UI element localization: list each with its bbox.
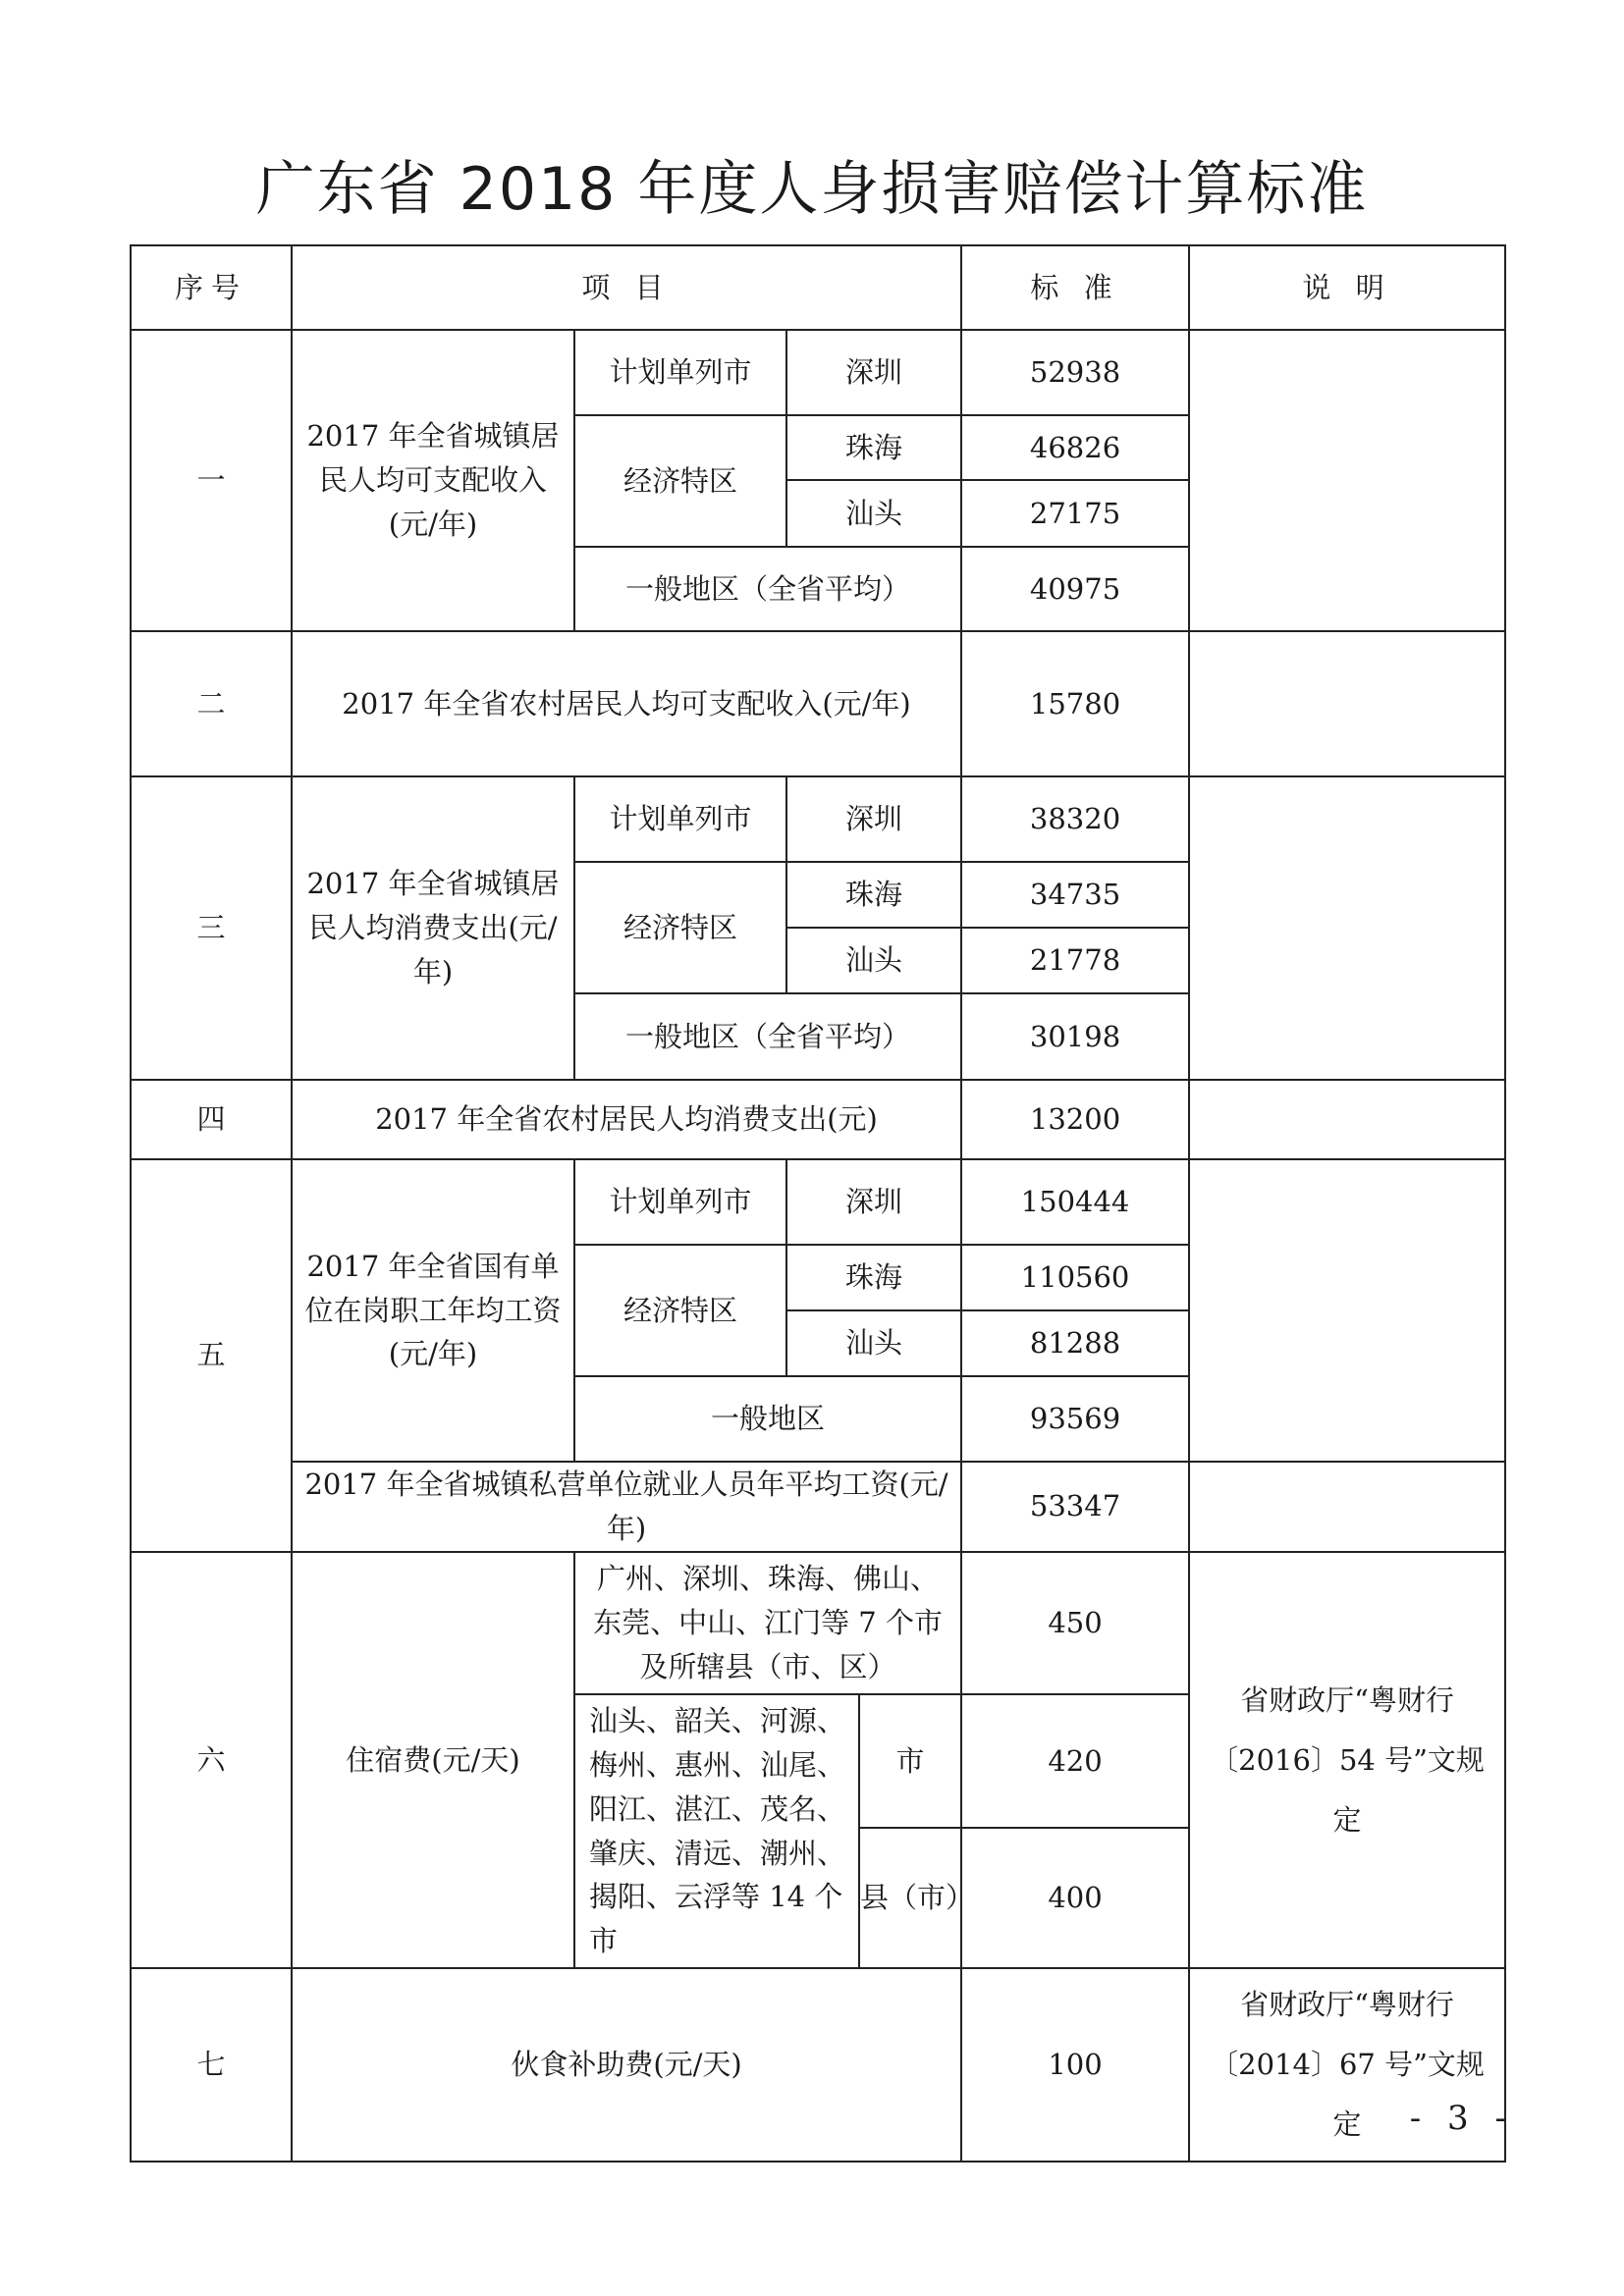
row1-val-shenzhen: 52938 bbox=[961, 330, 1189, 415]
table-row bbox=[131, 776, 1505, 862]
row1-cat-plan: 计划单列市 bbox=[574, 330, 786, 415]
row1-val-zhuhai: 46826 bbox=[961, 415, 1189, 480]
row5-note bbox=[1189, 1159, 1505, 1462]
table-row bbox=[131, 1462, 1505, 1552]
compensation-standards-table bbox=[130, 244, 1506, 2163]
row6-val-a: 450 bbox=[961, 1552, 1189, 1694]
row4-seq: 四 bbox=[131, 1080, 292, 1159]
row3-city-shenzhen: 深圳 bbox=[786, 776, 961, 862]
table-row bbox=[131, 1552, 1505, 1694]
page-number: - 3 - bbox=[1409, 2099, 1514, 2138]
row2-note bbox=[1189, 631, 1505, 776]
row5-seq: 五 bbox=[131, 1159, 292, 1552]
row3-city-shantou: 汕头 bbox=[786, 928, 961, 993]
row1-seq: 一 bbox=[131, 330, 292, 631]
row6-val-city: 420 bbox=[961, 1694, 1189, 1829]
table-row bbox=[131, 1159, 1505, 1245]
header-seq: 序号 bbox=[131, 245, 292, 330]
row1-city-zhuhai: 珠海 bbox=[786, 415, 961, 480]
table-header-row bbox=[131, 245, 1505, 330]
row5-private-value: 53347 bbox=[961, 1462, 1189, 1552]
row3-label: 2017 年全省城镇居民人均消费支出(元/年) bbox=[292, 776, 574, 1080]
row3-note bbox=[1189, 776, 1505, 1080]
row5-val-shenzhen: 150444 bbox=[961, 1159, 1189, 1245]
row3-cat-plan: 计划单列市 bbox=[574, 776, 786, 862]
row6-group-b: 汕头、韶关、河源、梅州、惠州、汕尾、阳江、湛江、茂名、肇庆、清远、潮州、揭阳、云浮等 14 个市 bbox=[574, 1694, 859, 1969]
row3-val-shenzhen: 38320 bbox=[961, 776, 1189, 862]
row5-cat-sez: 经济特区 bbox=[574, 1245, 786, 1376]
row6-sub-city: 市 bbox=[859, 1694, 961, 1829]
header-item: 项 目 bbox=[292, 245, 961, 330]
row3-val-general: 30198 bbox=[961, 993, 1189, 1080]
row5-cat-plan: 计划单列市 bbox=[574, 1159, 786, 1245]
row1-note bbox=[1189, 330, 1505, 631]
row6-note: 省财政厅“粤财行〔2016〕54 号”文规定 bbox=[1189, 1552, 1505, 1968]
table-row bbox=[131, 631, 1505, 776]
row2-seq: 二 bbox=[131, 631, 292, 776]
row1-city-shenzhen: 深圳 bbox=[786, 330, 961, 415]
row5-city-zhuhai: 珠海 bbox=[786, 1245, 961, 1310]
page-title: 广东省 2018 年度人身损害赔偿计算标准 bbox=[255, 155, 1369, 224]
row6-val-county: 400 bbox=[961, 1828, 1189, 1968]
table-row bbox=[131, 330, 1505, 415]
row3-city-zhuhai: 珠海 bbox=[786, 862, 961, 928]
row4-note bbox=[1189, 1080, 1505, 1159]
row7-value: 100 bbox=[961, 1968, 1189, 2162]
row5-city-shenzhen: 深圳 bbox=[786, 1159, 961, 1245]
row5-val-general: 93569 bbox=[961, 1376, 1189, 1462]
row1-city-shantou: 汕头 bbox=[786, 480, 961, 547]
row1-val-general: 40975 bbox=[961, 547, 1189, 631]
row5-val-zhuhai: 110560 bbox=[961, 1245, 1189, 1310]
row5-val-shantou: 81288 bbox=[961, 1310, 1189, 1376]
row6-sub-county: 县（市） bbox=[859, 1828, 961, 1968]
row1-label: 2017 年全省城镇居民人均可支配收入(元/年) bbox=[292, 330, 574, 631]
table-row bbox=[131, 1968, 1505, 2162]
row4-label: 2017 年全省农村居民人均消费支出(元) bbox=[292, 1080, 961, 1159]
header-standard: 标 准 bbox=[961, 245, 1189, 330]
row1-val-shantou: 27175 bbox=[961, 480, 1189, 547]
row7-label: 伙食补助费(元/天) bbox=[292, 1968, 961, 2162]
row7-note: 省财政厅“粤财行〔2014〕67 号”文规定 bbox=[1189, 1968, 1505, 2162]
row3-general: 一般地区（全省平均） bbox=[574, 993, 961, 1080]
row5-general: 一般地区 bbox=[574, 1376, 961, 1462]
header-note: 说 明 bbox=[1189, 245, 1505, 330]
row1-general: 一般地区（全省平均） bbox=[574, 547, 961, 631]
row3-val-shantou: 21778 bbox=[961, 928, 1189, 993]
row6-label: 住宿费(元/天) bbox=[292, 1552, 574, 1968]
row2-label: 2017 年全省农村居民人均可支配收入(元/年) bbox=[292, 631, 961, 776]
row2-value: 15780 bbox=[961, 631, 1189, 776]
table-row bbox=[131, 1080, 1505, 1159]
row5-private-note bbox=[1189, 1462, 1505, 1552]
row3-seq: 三 bbox=[131, 776, 292, 1080]
row5-label: 2017 年全省国有单位在岗职工年均工资(元/年) bbox=[292, 1159, 574, 1462]
row3-cat-sez: 经济特区 bbox=[574, 862, 786, 993]
row1-cat-sez: 经济特区 bbox=[574, 415, 786, 547]
row6-group-a: 广州、深圳、珠海、佛山、东莞、中山、江门等 7 个市及所辖县（市、区） bbox=[574, 1552, 961, 1694]
row7-seq: 七 bbox=[131, 1968, 292, 2162]
row4-value: 13200 bbox=[961, 1080, 1189, 1159]
row6-seq: 六 bbox=[131, 1552, 292, 1968]
row5-private-label: 2017 年全省城镇私营单位就业人员年平均工资(元/年) bbox=[292, 1462, 961, 1552]
row5-city-shantou: 汕头 bbox=[786, 1310, 961, 1376]
row3-val-zhuhai: 34735 bbox=[961, 862, 1189, 928]
